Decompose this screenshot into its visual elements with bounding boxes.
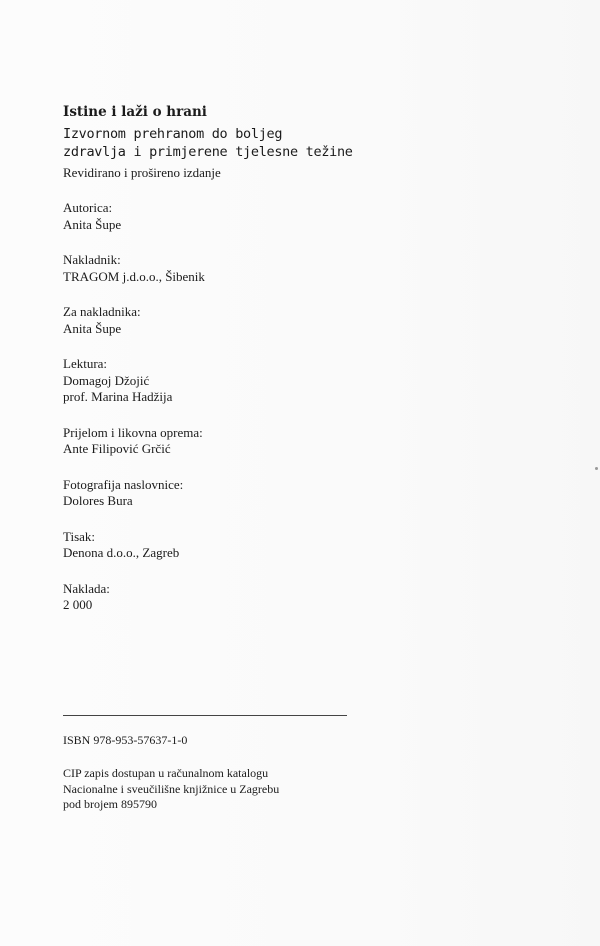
credit-label: Nakladnik: [63, 252, 121, 267]
subtitle-line-2: zdravlja i primjerene tjelesne težine [63, 144, 353, 160]
isbn-number: ISBN 978-953-57637-1-0 [63, 733, 188, 747]
edition-note: Revidirano i prošireno izdanje [63, 165, 221, 180]
credit-value: Domagoj Džojić [63, 372, 150, 388]
cip-record [63, 766, 279, 813]
credit-print-run [63, 581, 383, 614]
cip-line-3: pod brojem 895790 [63, 797, 157, 811]
credit-value: Ante Filipović Grčić [63, 441, 171, 456]
credit-printing [63, 529, 383, 562]
credit-value: Anita Šupe [63, 216, 122, 232]
credit-value: prof. Marina Hadžija [63, 389, 173, 404]
credit-proofreading [63, 356, 383, 406]
credit-value: 2 000 [63, 597, 93, 612]
subtitle-line-1: Izvornom prehranom do boljeg [63, 126, 283, 142]
credit-author [63, 200, 383, 233]
credit-value: Denona d.o.o., Zagreb [63, 545, 180, 560]
imprint-content [63, 104, 383, 614]
credit-label: Naklada: [63, 580, 110, 596]
book-title: Istine i laži o hrani [63, 104, 207, 120]
credit-layout-design [63, 425, 383, 458]
credit-value: Dolores Bura [63, 493, 133, 508]
credit-cover-photo [63, 477, 383, 510]
credit-value: TRAGOM j.d.o.o., Šibenik [63, 268, 205, 284]
credit-for-publisher [63, 304, 383, 337]
credit-label: Lektura: [63, 356, 108, 371]
page-speck [595, 467, 598, 470]
divider-rule [63, 715, 347, 716]
book-subtitle [63, 125, 383, 161]
credit-value: Anita Šupe [63, 320, 122, 336]
credit-label: Fotografija naslovnice: [63, 476, 184, 492]
credit-label: Tisak: [63, 528, 96, 544]
cip-line-1: CIP zapis dostupan u računalnom katalogu [63, 766, 269, 780]
credit-label: Autorica: [63, 200, 113, 215]
credit-label: Za nakladnika: [63, 304, 141, 319]
credit-label: Prijelom i likovna oprema: [63, 424, 203, 440]
credit-publisher [63, 252, 383, 285]
cip-line-2: Nacionalne i sveučilišne knjižnice u Zagrebu [63, 781, 280, 796]
